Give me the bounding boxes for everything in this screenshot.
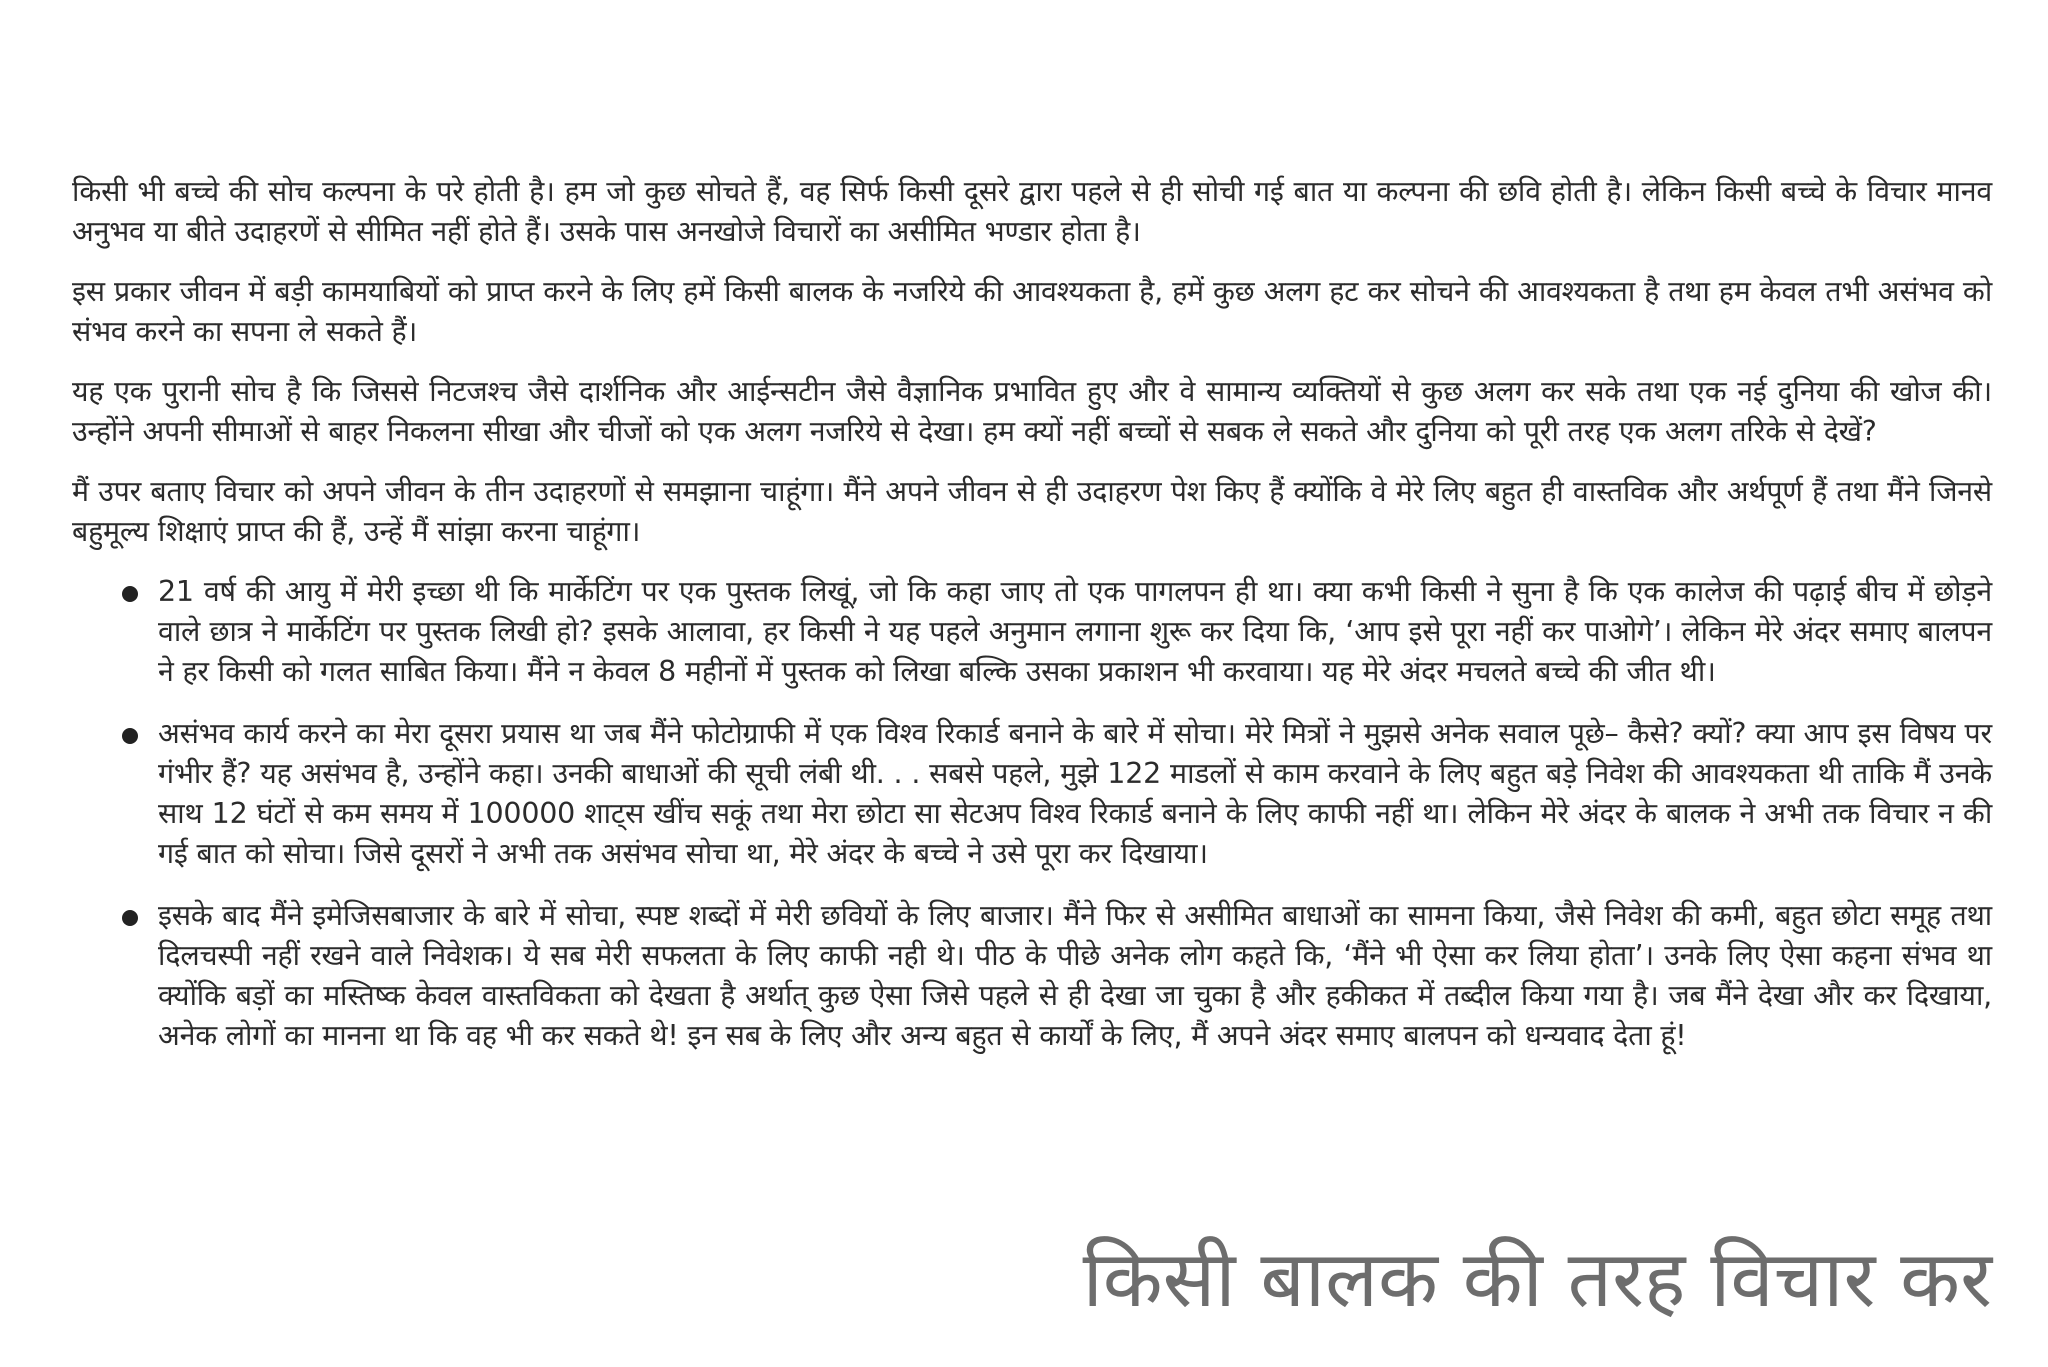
bullet-icon <box>122 586 138 602</box>
article-body <box>72 172 1992 1078</box>
list-item-text: इसके बाद मैंने इमेजिसबाजार के बारे में सोचा, स्पष्ट शब्दों में मेरी छवियों के लिए बाजार। मैंने फिर से असीमित बाधाओं का सामना किया, जैसे निवेश की कमी, बहुत छोटा समूह तथा दिलचस्पी नहीं रखने वाले निवेशक। ये सब मेरी सफलता के लिए काफी नही थे। पीठ के पीछे अनेक लोग कहते कि, ‘मैंने भी ऐसा कर लिया होता’। उनके लिए ऐसा कहना संभव था क्योंकि बड़ों का मस्तिष्क केवल वास्तविकता को देखता है अर्थात् कुछ ऐसा जिसे पहले से ही देखा जा चुका है और हकीकत में तब्दील किया गया है। जब मैंने देखा और कर दिखाया, अनेक लोगों का मानना था कि वह भी कर सकते थे! इन सब के लिए और अन्य बहुत से कार्यों के लिए, मैं अपने अंदर समाए बालपन को धन्यवाद देता हूं! <box>158 899 1992 1052</box>
paragraph-intro: किसी भी बच्चे की सोच कल्पना के परे होती है। हम जो कुछ सोचते हैं, वह सिर्फ किसी दूसरे द्वारा पहले से ही सोची गई बात या कल्पना की छवि होती है। लेकिन किसी बच्चे के विचार मानव अनुभव या बीते उदाहरणें से सीमित नहीं होते हैं। उसके पास अनखोजे विचारों का असीमित भण्डार होता है। <box>72 175 1992 248</box>
examples-list <box>72 572 1992 1056</box>
bullet-icon <box>122 728 138 744</box>
list-item <box>158 714 1992 874</box>
bullet-icon <box>122 910 138 926</box>
paragraph-perspective: इस प्रकार जीवन में बड़ी कामयाबियों को प्राप्त करने के लिए हमें किसी बालक के नजरिये की आवश्यकता है, हमें कुछ अलग हट कर सोचने की आवश्यकता है तथा हम केवल तभी असंभव को संभव करने का सपना ले सकते हैं। <box>72 275 1992 348</box>
paragraph-examples-intro: मैं उपर बताए विचार को अपने जीवन के तीन उदाहरणों से समझाना चाहूंगा। मैंने अपने जीवन से ही उदाहरण पेश किए हैं क्योंकि वे मेरे लिए बहुत ही वास्तविक और अर्थपूर्ण हैं तथा मैंने जिनसे बहुमूल्य शिक्षाएं प्राप्त की हैं, उन्हें मैं सांझा करना चाहूंगा। <box>72 475 1992 548</box>
list-item <box>158 572 1992 692</box>
list-item-text: 21 वर्ष की आयु में मेरी इच्छा थी कि मार्केटिंग पर एक पुस्तक लिखूं, जो कि कहा जाए तो एक पागलपन ही था। क्या कभी किसी ने सुना है कि एक कालेज की पढ़ाई बीच में छोड़ने वाले छात्र ने मार्केटिंग पर पुस्तक लिखी हो? इसके आलावा, हर किसी ने यह पहले अनुमान लगाना शुरू कर दिया कि, ‘आप इसे पूरा नहीं कर पाओगे’। लेकिन मेरे अंदर समाए बालपन ने हर किसी को गलत साबित किया। मैंने न केवल 8 महीनों में पुस्तक को लिखा बल्कि उसका प्रकाशन भी करवाया। यह मेरे अंदर मचलते बच्चे की जीत थी। <box>158 575 1992 688</box>
list-item <box>158 896 1992 1056</box>
list-item-text: असंभव कार्य करने का मेरा दूसरा प्रयास था जब मैंने फोटोग्राफी में एक विश्व रिकार्ड बनाने के बारे में सोचा। मेरे मित्रों ने मुझसे अनेक सवाल पूछे– कैसे? क्यों? क्या आप इस विषय पर गंभीर हैं? यह असंभव है, उन्होंने कहा। उनकी बाधाओं की सूची लंबी थी. . . सबसे पहले, मुझे 122 माडलों से काम करवाने के लिए बहुत बड़े निवेश की आवश्यकता थी ताकि मैं उनके साथ 12 घंटों से कम समय में 100000 शाट्स खींच सकूं तथा मेरा छोटा सा सेटअप विश्व रिकार्ड बनाने के लिए काफी नहीं था। लेकिन मेरे अंदर के बालक ने अभी तक विचार न की गई बात को सोचा। जिसे दूसरों ने अभी तक असंभव सोचा था, मेरे अंदर के बच्चे ने उसे पूरा कर दिखाया। <box>158 717 1992 870</box>
page-headline: किसी बालक की तरह विचार कर <box>1082 1235 1992 1325</box>
paragraph-old-thinking: यह एक पुरानी सोच है कि जिससे निटजश्च जैसे दार्शनिक और आईन्सटीन जैसे वैज्ञानिक प्रभावित हुए और वे सामान्य व्यक्तियों से कुछ अलग कर सके तथा एक नई दुनिया की खोज की। उन्होंने अपनी सीमाओं से बाहर निकलना सीखा और चीजों को एक अलग नजरिये से देखा। हम क्यों नहीं बच्चों से सबक ले सकते और दुनिया को पूरी तरह एक अलग तरिके से देखें? <box>72 375 1992 448</box>
